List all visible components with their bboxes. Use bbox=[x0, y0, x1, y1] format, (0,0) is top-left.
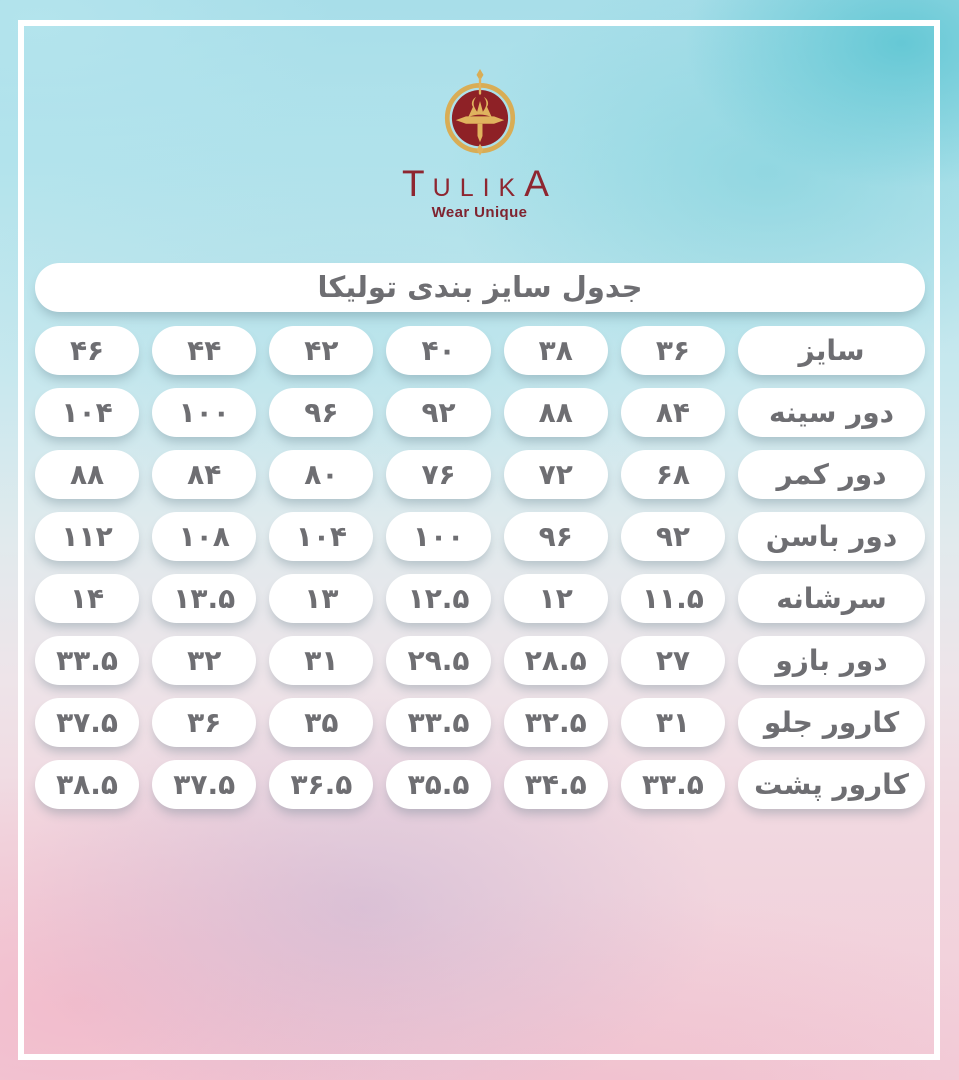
brand-wordmark-last-letter: A bbox=[524, 163, 557, 204]
size-value-pill: ۳۸.۵ bbox=[35, 760, 139, 809]
size-value-pill: ۳۵ bbox=[269, 698, 373, 747]
size-value-pill: ۱۰۸ bbox=[152, 512, 256, 561]
size-value-pill: ۱۱.۵ bbox=[621, 574, 725, 623]
row-label-pill: سایز bbox=[738, 326, 925, 375]
size-value-pill: ۳۲ bbox=[152, 636, 256, 685]
row-label-pill: دور سینه bbox=[738, 388, 925, 437]
size-value-pill: ۳۴.۵ bbox=[504, 760, 608, 809]
size-table-row bbox=[35, 326, 925, 375]
brand-wordmark bbox=[0, 165, 959, 202]
brand-wordmark-first-letter: T bbox=[402, 163, 433, 204]
size-value-pill: ۸۸ bbox=[35, 450, 139, 499]
row-label-pill: دور کمر bbox=[738, 450, 925, 499]
size-value-pill: ۸۴ bbox=[621, 388, 725, 437]
row-label-pill: دور باسن bbox=[738, 512, 925, 561]
size-value-pill: ۴۰ bbox=[386, 326, 490, 375]
size-value-pill: ۳۶ bbox=[152, 698, 256, 747]
size-value-pill: ۳۳.۵ bbox=[386, 698, 490, 747]
size-value-pill: ۱۴ bbox=[35, 574, 139, 623]
size-value-pill: ۱۳.۵ bbox=[152, 574, 256, 623]
size-value-pill: ۳۷.۵ bbox=[35, 698, 139, 747]
size-value-pill: ۱۳ bbox=[269, 574, 373, 623]
brand-tagline: Wear Unique bbox=[431, 204, 528, 221]
size-value-pill: ۹۲ bbox=[386, 388, 490, 437]
size-value-pill: ۱۰۴ bbox=[35, 388, 139, 437]
size-value-pill: ۱۰۰ bbox=[152, 388, 256, 437]
size-value-pill: ۱۰۰ bbox=[386, 512, 490, 561]
row-label-pill: کارور جلو bbox=[738, 698, 925, 747]
size-value-pill: ۱۱۲ bbox=[35, 512, 139, 561]
size-value-pill: ۸۰ bbox=[269, 450, 373, 499]
size-value-pill: ۴۲ bbox=[269, 326, 373, 375]
size-value-pill: ۴۴ bbox=[152, 326, 256, 375]
size-value-pill: ۸۴ bbox=[152, 450, 256, 499]
size-value-pill: ۹۶ bbox=[269, 388, 373, 437]
size-value-pill: ۷۲ bbox=[504, 450, 608, 499]
row-label-pill: سرشانه bbox=[738, 574, 925, 623]
size-value-pill: ۲۹.۵ bbox=[386, 636, 490, 685]
size-chart bbox=[35, 263, 925, 822]
size-value-pill: ۳۱ bbox=[269, 636, 373, 685]
size-table-row bbox=[35, 574, 925, 623]
size-value-pill: ۹۶ bbox=[504, 512, 608, 561]
size-value-pill: ۱۲ bbox=[504, 574, 608, 623]
size-value-pill: ۳۳.۵ bbox=[621, 760, 725, 809]
size-table-row bbox=[35, 450, 925, 499]
size-table-rows bbox=[35, 326, 925, 809]
size-table-row bbox=[35, 760, 925, 809]
size-table-row bbox=[35, 388, 925, 437]
size-chart-title: جدول سایز بندی تولیکا bbox=[35, 263, 925, 312]
size-value-pill: ۱۲.۵ bbox=[386, 574, 490, 623]
size-value-pill: ۹۲ bbox=[621, 512, 725, 561]
size-value-pill: ۴۶ bbox=[35, 326, 139, 375]
row-label-pill: دور بازو bbox=[738, 636, 925, 685]
size-value-pill: ۳۳.۵ bbox=[35, 636, 139, 685]
brand-wordmark-middle-letters: ULIK bbox=[432, 174, 525, 202]
size-table-row bbox=[35, 636, 925, 685]
size-value-pill: ۳۵.۵ bbox=[386, 760, 490, 809]
size-value-pill: ۱۰۴ bbox=[269, 512, 373, 561]
size-value-pill: ۳۱ bbox=[621, 698, 725, 747]
size-value-pill: ۳۲.۵ bbox=[504, 698, 608, 747]
size-table-row bbox=[35, 698, 925, 747]
size-value-pill: ۲۸.۵ bbox=[504, 636, 608, 685]
size-value-pill: ۳۶.۵ bbox=[269, 760, 373, 809]
size-table-row bbox=[35, 512, 925, 561]
size-value-pill: ۳۶ bbox=[621, 326, 725, 375]
size-value-pill: ۸۸ bbox=[504, 388, 608, 437]
tulika-emblem-icon bbox=[441, 68, 519, 162]
size-value-pill: ۳۸ bbox=[504, 326, 608, 375]
size-value-pill: ۳۷.۵ bbox=[152, 760, 256, 809]
brand-logo bbox=[0, 68, 959, 220]
row-label-pill: کارور پشت bbox=[738, 760, 925, 809]
size-value-pill: ۷۶ bbox=[386, 450, 490, 499]
size-value-pill: ۶۸ bbox=[621, 450, 725, 499]
size-value-pill: ۲۷ bbox=[621, 636, 725, 685]
